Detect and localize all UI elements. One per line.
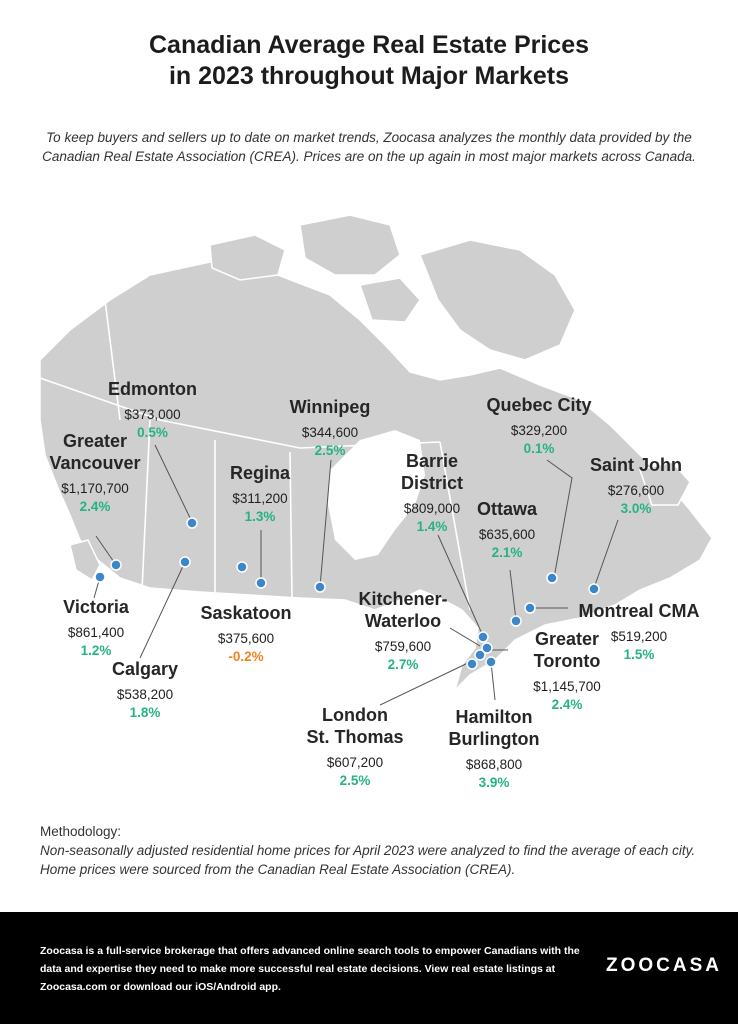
city-change: 1.8% (129, 705, 161, 720)
city-change: 2.5% (339, 773, 371, 788)
city-name-line: Quebec City (486, 395, 592, 415)
city-price: $311,200 (232, 491, 288, 506)
city-price: $607,200 (326, 755, 384, 770)
intro-text: To keep buyers and sellers up to date on market trends, Zoocasa analyzes the monthly data provided by the Canadian Real Estate Association (CREA). Prices are on the up again in most major markets across Canada. (42, 130, 696, 164)
city-change: 1.5% (623, 647, 655, 662)
zoocasa-logo: ZOOCASA (606, 955, 722, 976)
methodology-body: Non-seasonally adjusted residential home prices for April 2023 were analyzed to find the average of each city. Home prices were sourced from the Canadian Real Estate Association (CREA). (40, 843, 696, 877)
methodology-heading: Methodology: (40, 824, 122, 839)
city-price: $861,400 (67, 625, 125, 640)
arctic-island-1 (300, 215, 400, 275)
city-name-line: Greater (534, 629, 600, 649)
city-name (188, 602, 304, 624)
city-name-line: Toronto (533, 651, 601, 671)
city-name (100, 658, 190, 680)
city-price: $373,000 (124, 407, 181, 422)
city-name (458, 498, 556, 520)
title-line-1: Canadian Average Real Estate Prices (148, 31, 590, 59)
city-change: 3.9% (478, 775, 510, 790)
city-name (342, 588, 464, 632)
city-name-line: St. Thomas (306, 727, 404, 747)
marker-greater-vancouver (111, 560, 121, 570)
city-name (30, 430, 160, 474)
city-label-quebec-city (470, 394, 608, 458)
city-name-line: Calgary (111, 659, 179, 679)
city-change: 3.0% (620, 501, 652, 516)
city-label-hamilton-burlington (436, 706, 552, 792)
footer (0, 912, 738, 1024)
marker-hamilton-burlington (486, 657, 496, 667)
city-name-line: Hamilton (455, 707, 533, 727)
marker-edmonton (187, 518, 197, 528)
city-name-line: Edmonton (108, 379, 197, 399)
page-title (0, 30, 738, 92)
city-name-line: London (322, 705, 388, 725)
marker-greater-toronto (482, 643, 492, 653)
city-label-ottawa (458, 498, 556, 562)
city-name (212, 462, 308, 484)
city-price: $868,800 (465, 757, 523, 772)
city-change: 2.7% (387, 657, 419, 672)
marker-saint-john (589, 584, 599, 594)
city-change: 1.3% (244, 509, 276, 524)
city-change: -0.2% (228, 649, 264, 664)
city-label-regina (212, 462, 308, 526)
city-name-line: Regina (229, 463, 290, 483)
city-price: $329,200 (510, 423, 568, 438)
city-name-line: Winnipeg (289, 397, 371, 417)
marker-calgary (180, 557, 190, 567)
city-name-line: Burlington (448, 729, 540, 749)
city-change: 1.4% (416, 519, 448, 534)
city-price: $344,600 (301, 425, 359, 440)
city-price: $1,170,700 (61, 481, 129, 496)
city-name (436, 706, 552, 750)
city-change: 2.4% (551, 697, 583, 712)
city-name (382, 450, 482, 494)
city-label-kitchener-waterloo (342, 588, 464, 674)
city-label-winnipeg (275, 396, 385, 460)
city-price: $538,200 (116, 687, 174, 702)
city-name (510, 628, 624, 672)
city-name-line: Waterloo (364, 611, 442, 631)
city-change: 2.4% (79, 499, 111, 514)
marker-winnipeg (315, 582, 325, 592)
marker-saskatoon (237, 562, 247, 572)
city-name (582, 454, 690, 476)
city-name (470, 394, 608, 416)
city-name-line: Vancouver (49, 453, 141, 473)
marker-regina (256, 578, 266, 588)
city-name-line: Ottawa (476, 499, 537, 519)
marker-ottawa (511, 616, 521, 626)
city-name (100, 378, 205, 400)
city-name-line: District (400, 473, 463, 493)
city-name-line: Saskatoon (200, 603, 292, 623)
city-price: $635,600 (478, 527, 536, 542)
city-change: 1.2% (80, 643, 112, 658)
city-price: $519,200 (610, 629, 668, 644)
marker-quebec-city (547, 573, 557, 583)
baffin-island (420, 240, 575, 360)
city-name-line: Barrie (405, 451, 459, 471)
city-name (275, 396, 385, 418)
city-price: $1,145,700 (533, 679, 601, 694)
arctic-island-3 (360, 278, 420, 322)
city-name-line: Greater (62, 431, 128, 451)
city-name (52, 596, 140, 618)
city-label-calgary (100, 658, 190, 722)
city-label-greater-toronto (510, 628, 624, 714)
city-price: $809,000 (403, 501, 461, 516)
city-price: $276,600 (607, 483, 665, 498)
city-price: $759,600 (374, 639, 432, 654)
marker-victoria (95, 572, 105, 582)
city-name-line: Saint John (589, 455, 682, 475)
marker-barrie-district (478, 632, 488, 642)
city-change: 0.1% (523, 441, 555, 456)
city-label-london-st-thomas (300, 704, 410, 790)
city-name-line: Montreal CMA (578, 601, 700, 621)
city-name-line: Victoria (63, 597, 129, 617)
title-line-2: in 2023 throughout Major Markets (168, 62, 570, 90)
city-change: 0.5% (137, 425, 168, 440)
city-name (300, 704, 410, 748)
city-name (568, 600, 710, 622)
marker-montreal-cma (525, 603, 535, 613)
city-label-victoria (52, 596, 140, 660)
city-label-saskatoon (188, 602, 304, 666)
city-change: 2.1% (491, 545, 523, 560)
marker-london-st-thomas (467, 659, 477, 669)
city-change: 2.5% (314, 443, 346, 458)
footer-text: Zoocasa is a full-service brokerage that offers advanced online search tools to empower Canadians with the data and expertise they need to make more successful real estate decisions. View real estate listings at Zoocasa.com or download our iOS/Android app. (40, 945, 580, 993)
city-label-greater-vancouver (30, 430, 160, 516)
methodology (40, 822, 720, 879)
city-label-saint-john (582, 454, 690, 518)
city-name-line: Kitchener- (358, 589, 448, 609)
city-price: $375,600 (217, 631, 275, 646)
